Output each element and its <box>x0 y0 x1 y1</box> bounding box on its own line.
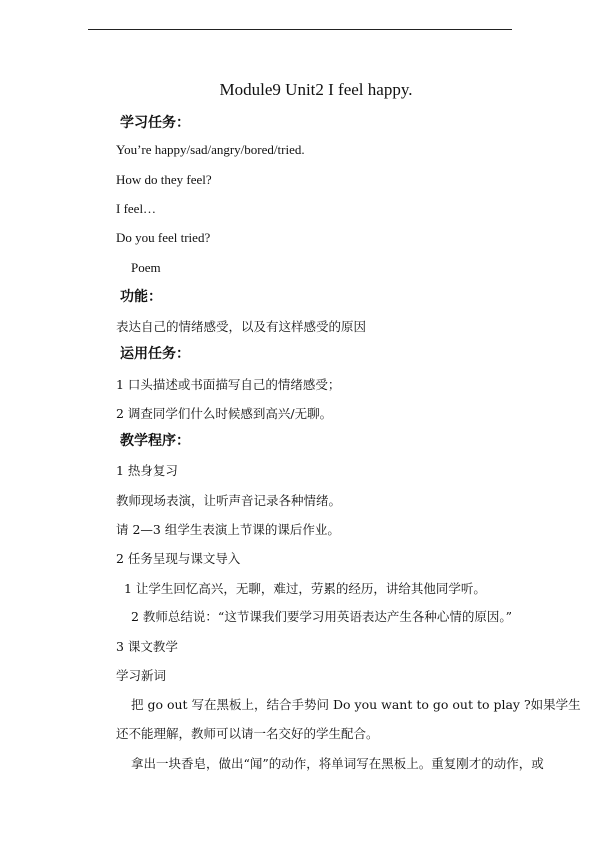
procedure-line: 3 课文教学 <box>116 639 178 654</box>
application-line: 1 口头描述或书面描写自己的情绪感受； <box>116 377 341 392</box>
procedure-heading: 教学程序： <box>120 433 190 449</box>
procedure-line: 2 任务呈现与课文导入 <box>116 551 241 566</box>
procedure-line: 还不能理解，教师可以请一名交好的学生配合。 <box>116 726 379 741</box>
task-line: I feel… <box>116 201 157 216</box>
function-heading: 功能： <box>120 289 162 305</box>
procedure-line: 请 2—3 组学生表演上节课的课后作业。 <box>116 522 340 537</box>
task-line: You’re happy/sad/angry/bored/tried. <box>116 142 305 157</box>
procedure-line: 1 热身复习 <box>116 463 178 478</box>
tasks-heading: 学习任务： <box>120 115 190 131</box>
header-rule <box>88 29 512 30</box>
procedure-line: 把 go out 写在黑板上，结合手势问 Do you want to go out to play ?如果学生 <box>131 697 581 712</box>
task-line: How do they feel? <box>116 172 212 187</box>
procedure-line: 拿出一块香皂，做出“闻”的动作，将单词写在黑板上。重复刚才的动作，或 <box>131 756 544 771</box>
application-line: 2 调查同学们什么时候感到高兴/无聊。 <box>116 406 333 421</box>
procedure-line: 2 教师总结说：“这节课我们要学习用英语表达产生各种心情的原因。” <box>131 609 512 624</box>
task-line: Do you feel tried? <box>116 230 211 245</box>
procedure-line: 教师现场表演，让听声音记录各种情绪。 <box>116 493 342 508</box>
application-heading: 运用任务： <box>120 346 190 362</box>
procedure-line: 1 让学生回忆高兴，无聊，难过，劳累的经历，讲给其他同学听。 <box>124 581 486 596</box>
page-title: Module9 Unit2 I feel happy. <box>219 80 413 99</box>
task-line: Poem <box>131 260 161 275</box>
procedure-line: 学习新词 <box>116 668 167 683</box>
function-line: 表达自己的情绪感受，以及有这样感受的原因 <box>116 319 367 334</box>
